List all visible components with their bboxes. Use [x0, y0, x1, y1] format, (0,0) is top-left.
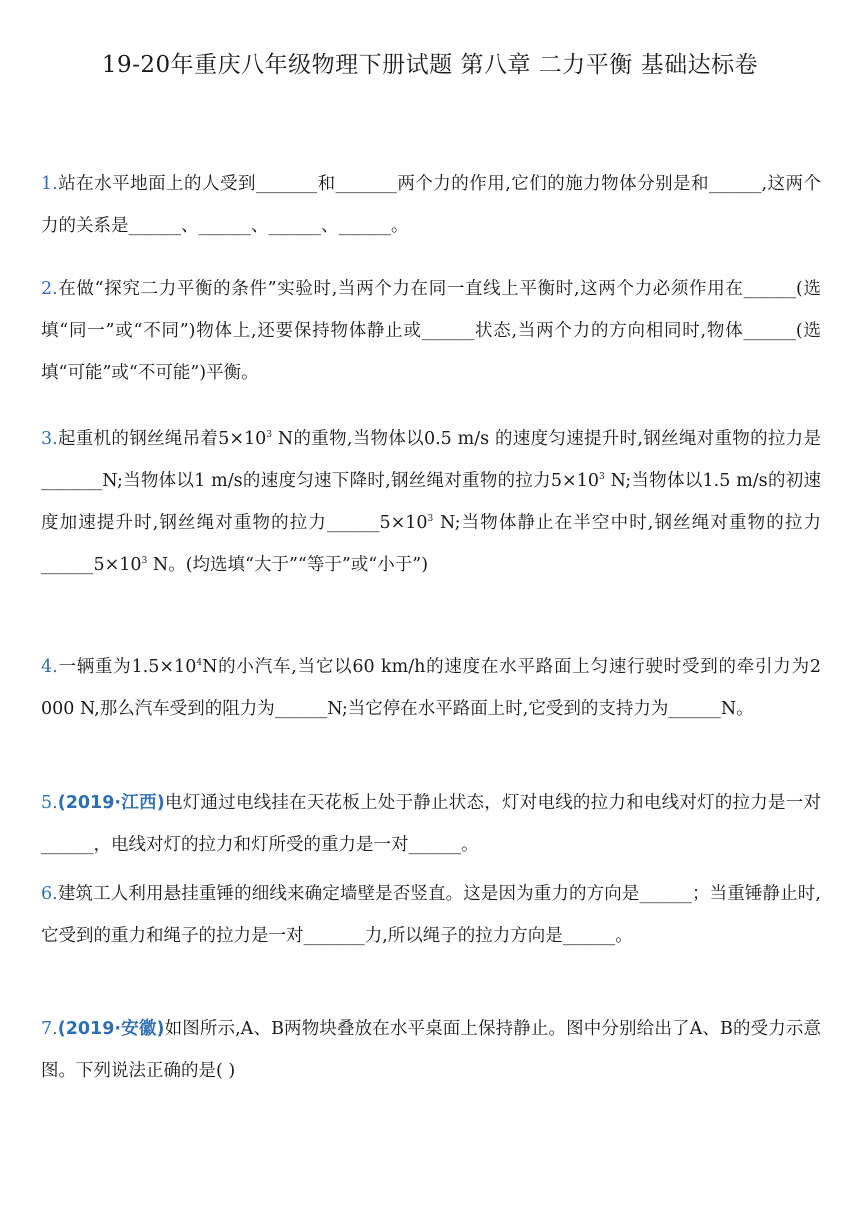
question-text: 建筑工人利用悬挂重锤的细线来确定墙壁是否竖直。这是因为重力的方向是______；当重锤静止时,它受到的重力和绳子的拉力是一对_______力,所以绳子的拉力方向是______。 — [41, 884, 821, 946]
exponent: 3 — [599, 472, 605, 482]
question-5 — [41, 782, 821, 866]
question-4 — [41, 646, 821, 730]
question-text-part: 一辆重为1.5×10 — [57, 657, 197, 677]
question-text-part: N;当物体静止在半空中时,钢丝绳对重物的拉力______5×10 — [41, 513, 821, 575]
question-number: 5. — [41, 793, 58, 813]
exponent: 3 — [266, 430, 273, 440]
question-text-part: N。(均选填“大于”“等于”或“小于”) — [147, 555, 429, 575]
question-6 — [41, 873, 821, 957]
page-title: 19-20年重庆八年级物理下册试题 第八章 二力平衡 基础达标卷 — [101, 52, 759, 78]
question-2 — [41, 268, 821, 394]
question-number: 2. — [41, 279, 58, 299]
question-number: 3. — [41, 429, 58, 449]
question-text-part: N的小汽车,当它以60 km/h的速度在水平路面上匀速行驶时受到的牵引力为2 000 N,那么汽车受到的阻力为______N;当它停在水平路面上时,它受到的支持力为______N。 — [41, 657, 821, 719]
question-3 — [41, 418, 821, 586]
question-text-part: 起重机的钢丝绳吊着5×10 — [57, 429, 267, 449]
question-source: (2019·江西) — [57, 793, 165, 813]
question-1 — [41, 163, 821, 247]
question-number: 1. — [41, 174, 58, 194]
question-text-part: N;当物体以1.5 m/s的初速度加速提升时,钢丝绳对重物的拉力______5×10 — [41, 471, 821, 533]
question-text: 在做“探究二力平衡的条件”实验时,当两个力在同一直线上平衡时,这两个力必须作用在______(选填“同一”或“不同”)物体上,还要保持物体静止或______状态,当两个力的方向相同时,物体______(选填“可能”或“不可能”)平衡。 — [41, 279, 821, 383]
question-text-part: N的重物,当物体以0.5 m/s 的速度匀速提升时,钢丝绳对重物的拉力是_______N;当物体以1 m/s的速度匀速下降时,钢丝绳对重物的拉力5×10 — [41, 429, 821, 491]
question-number: 7. — [41, 1019, 58, 1039]
exponent: 3 — [141, 556, 148, 566]
question-source: (2019·安徽) — [57, 1019, 165, 1039]
exponent: 3 — [427, 514, 434, 524]
question-number: 6. — [41, 884, 58, 904]
question-number: 4. — [41, 657, 58, 677]
question-7 — [41, 1008, 821, 1092]
question-text: 站在水平地面上的人受到_______和_______两个力的作用,它们的施力物体分别是和______,这两个力的关系是______、______、______、______。 — [41, 174, 821, 236]
exponent: 4 — [196, 658, 203, 668]
question-text: 电灯通过电线挂在天花板上处于静止状态，灯对电线的拉力和电线对灯的拉力是一对______，电线对灯的拉力和灯所受的重力是一对______。 — [41, 793, 821, 855]
question-text: 如图所示,A、B两物块叠放在水平桌面上保持静止。图中分别给出了A、B的受力示意图。下列说法正确的是( ) — [41, 1019, 821, 1081]
